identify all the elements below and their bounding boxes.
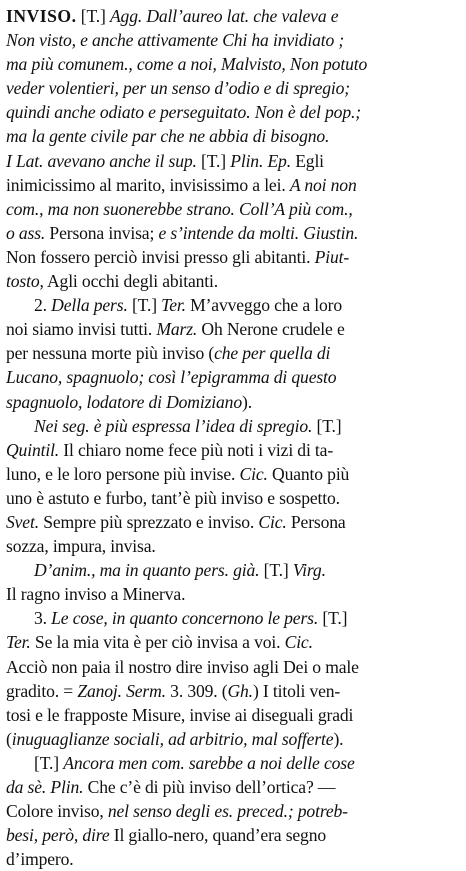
roman-text: luno, e le loro persone più invise.	[6, 463, 240, 484]
roman-text: [T.]	[34, 752, 64, 773]
entry-line	[6, 534, 460, 558]
entry-line	[6, 4, 460, 28]
entry-line	[6, 124, 460, 148]
italic-text: spagnuolo, lodatore di Domiziano	[6, 391, 242, 412]
roman-text: Agli occhi degli abitanti.	[43, 271, 219, 292]
italic-text: Virg.	[292, 560, 326, 581]
roman-text: ).	[333, 728, 344, 749]
entry-line	[6, 76, 460, 100]
roman-text: tosi e le frapposte Misure, invise ai diseguali gradi	[6, 704, 354, 725]
italic-text: inuguaglianze sociali, ad arbitrio, mal sofferte	[11, 728, 334, 749]
roman-text: 3.	[34, 608, 52, 629]
roman-text: M’avveggo che a loro	[185, 295, 342, 316]
roman-text: per nessuna morte più inviso (	[6, 343, 215, 364]
roman-text: Non fossero perciò invisi presso gli abitanti.	[6, 246, 315, 267]
italic-text: D’anim., ma in quanto pers. già.	[34, 560, 260, 581]
roman-text: ).	[241, 391, 252, 412]
entry-line	[6, 245, 460, 269]
italic-text: ma più comunem., come a noi, Malvisto, Non potuto	[6, 54, 368, 75]
italic-text: Gh.	[227, 680, 253, 701]
italic-text: Ancora men com. sarebbe a noi delle cose	[63, 752, 355, 773]
entry-line	[6, 847, 460, 871]
entry-line	[6, 823, 460, 847]
entry-line	[6, 558, 460, 582]
roman-text: 3. 309. (	[165, 680, 228, 701]
roman-text: Acciò non paia il nostro dire inviso agli Dei o male	[6, 656, 359, 677]
italic-text: Ter.	[6, 632, 31, 653]
entry-line	[6, 462, 460, 486]
italic-text: Lucano, spagnuolo; così l’epigramma di questo	[6, 367, 337, 388]
italic-text: Cic.	[258, 511, 287, 532]
italic-text: quindi anche odiato e perseguitato. Non è del pop.;	[6, 102, 361, 123]
roman-text: Quanto più	[267, 463, 350, 484]
italic-text: e s’intende da molti. Giustin.	[158, 222, 359, 243]
entry-line	[6, 438, 460, 462]
entry-line	[6, 269, 460, 293]
entry-line	[6, 582, 460, 606]
roman-text: Il ragno inviso a Minerva.	[6, 584, 186, 605]
italic-text: Svet.	[6, 511, 39, 532]
roman-text: [T.]	[127, 295, 162, 316]
roman-text: [T.]	[76, 6, 110, 26]
italic-text: Della pers.	[51, 295, 128, 316]
italic-text: Nei seg. è più espressa l’idea di spregio.	[34, 415, 313, 436]
roman-text: inimicissimo al marito, invisissimo a lei.	[6, 174, 290, 195]
roman-text: [T.]	[259, 560, 293, 581]
italic-text: o ass.	[6, 222, 46, 243]
roman-text: [T.]	[196, 150, 231, 171]
roman-text: Se la mia vita è per ciò invisa a voi.	[30, 632, 285, 653]
italic-text: Agg. Dall’aureo lat. che valeva e	[109, 6, 339, 26]
italic-text: tosto,	[6, 271, 44, 292]
italic-text: Marz.	[156, 319, 198, 340]
italic-text: Zanoj. Serm.	[77, 680, 166, 701]
italic-text: ma la gente civile par che ne abbia di bisogno.	[6, 126, 330, 147]
roman-text: Il giallo-nero, quand’era segno	[109, 825, 326, 846]
italic-text: Piut-	[314, 246, 350, 267]
roman-text: sozza, impura, invisa.	[6, 536, 156, 557]
italic-text: veder volentieri, per un senso d’odio e di spregio;	[6, 78, 350, 99]
entry-line	[6, 606, 460, 630]
entry-line	[6, 510, 460, 534]
roman-text: [T.]	[312, 415, 342, 436]
italic-text: nel senso degli es. preced.; potreb-	[107, 801, 348, 822]
entry-line	[6, 486, 460, 510]
roman-text: [T.]	[318, 608, 348, 629]
roman-text: gradito. =	[6, 680, 78, 701]
roman-text: d’impero.	[6, 849, 74, 870]
roman-text: Oh Nerone crudele e	[197, 319, 345, 340]
roman-text: noi siamo invisi tutti.	[6, 319, 157, 340]
entry-line	[6, 390, 460, 414]
roman-text: Persona invisa;	[45, 222, 159, 243]
entry-line	[6, 414, 460, 438]
italic-text: Le cose, in quanto concernono le pers.	[51, 608, 319, 629]
entry-line	[6, 630, 460, 654]
entry-line	[6, 799, 460, 823]
entry-line	[6, 727, 460, 751]
italic-text: Quintil.	[6, 439, 60, 460]
italic-text: che per quella di	[214, 343, 331, 364]
roman-text: Il chiaro nome fece più noti i vizi di ta-	[59, 439, 334, 460]
entry-line	[6, 703, 460, 727]
entry-line	[6, 775, 460, 799]
entry-line	[6, 341, 460, 365]
entry-line	[6, 655, 460, 679]
entry-line	[6, 679, 460, 703]
roman-text: 2.	[34, 295, 52, 316]
italic-text: A noi non	[289, 174, 357, 195]
roman-text: Sempre più sprezzato e inviso.	[38, 511, 259, 532]
roman-text: Persona	[286, 511, 346, 532]
roman-text: ) I titoli ven-	[252, 680, 341, 701]
entry-line	[6, 28, 460, 52]
italic-text: Non visto, e anche attivamente Chi ha invidiato ;	[6, 30, 345, 51]
italic-text: Cic.	[239, 463, 268, 484]
entry-line	[6, 197, 460, 221]
entry-line	[6, 100, 460, 124]
entry-line	[6, 317, 460, 341]
italic-text: Ter.	[161, 295, 186, 316]
italic-text: Plin. Ep.	[230, 150, 291, 171]
italic-text: da sè. Plin.	[6, 777, 84, 797]
italic-text: com., ma non suonerebbe strano. Coll’A più com.,	[6, 198, 353, 219]
headword: INVISO.	[6, 6, 77, 26]
italic-text: I Lat. avevano anche il sup.	[6, 150, 197, 171]
entry-line	[6, 149, 460, 173]
entry-line	[6, 52, 460, 76]
entry-line	[6, 221, 460, 245]
italic-text: Cic.	[284, 632, 313, 653]
entry-line	[6, 173, 460, 197]
roman-text: Che c’è di più inviso dell’ortica? —	[83, 777, 336, 797]
roman-text: Colore inviso,	[6, 801, 108, 822]
roman-text: uno è astuto e furbo, tant’è più inviso e sospetto.	[6, 487, 340, 508]
italic-text: besi, però, dire	[6, 825, 110, 846]
entry-line	[6, 365, 460, 389]
roman-text: Egli	[290, 150, 324, 171]
entry-line	[6, 293, 460, 317]
roman-text: (	[6, 728, 12, 749]
